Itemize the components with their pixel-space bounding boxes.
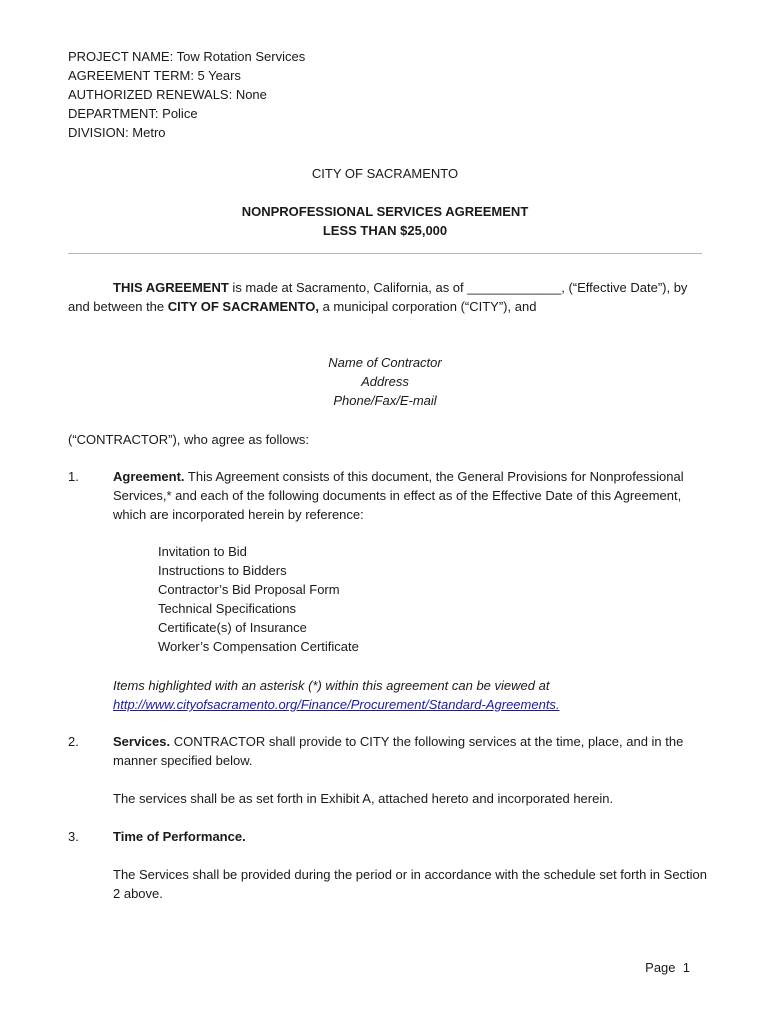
contractor-address: Address	[361, 374, 409, 389]
intro-tail: a municipal corporation (“CITY”), and	[318, 299, 537, 314]
section-3-heading: Time of Performance.	[113, 829, 246, 844]
project-name: PROJECT NAME: Tow Rotation Services	[68, 49, 306, 64]
intro-city: CITY OF SACRAMENTO,	[167, 299, 319, 314]
section-2-number: 2.	[68, 734, 79, 749]
agree-line: (“CONTRACTOR”), who agree as follows:	[68, 432, 310, 447]
intro-text: is made at Sacramento, California, as of _____________, (“Effective Date”), by and between the	[68, 280, 688, 314]
threshold-title: LESS THAN $25,000	[322, 223, 448, 238]
city-title: CITY OF SACRAMENTO	[311, 166, 459, 181]
section-3-text: The Services shall be provided during the period or in accordance with the schedule set forth in Section 2 above.	[113, 867, 708, 901]
division: DIVISION: Metro	[68, 125, 166, 140]
standard-agreements-link[interactable]: http://www.cityofsacramento.org/Finance/Procurement/Standard-Agreements.	[113, 697, 560, 712]
agreement-type-title: NONPROFESSIONAL SERVICES AGREEMENT	[241, 204, 529, 219]
header-block	[68, 47, 305, 142]
contractor-placeholder	[0, 353, 770, 410]
list-item: Technical Specifications	[158, 601, 297, 616]
page-number	[645, 960, 690, 975]
asterisk-note	[113, 676, 708, 714]
contractor-name: Name of Contractor	[328, 355, 442, 370]
list-item: Contractor’s Bid Proposal Form	[158, 582, 340, 597]
section-1-body	[113, 467, 708, 524]
incorporated-documents-list	[158, 542, 359, 656]
section-1-text: This Agreement consists of this document, the General Provisions for Nonprofessional Services,* and each of the following documents in effect as of the Effective Date of this Agreement, which are incorporated herein by reference:	[113, 469, 684, 522]
list-item: Invitation to Bid	[158, 544, 247, 559]
intro-lead: THIS AGREEMENT	[113, 280, 229, 295]
intro-paragraph	[68, 278, 708, 316]
section-1-number: 1.	[68, 469, 79, 484]
section-2-heading: Services.	[113, 734, 171, 749]
page-label: Page	[645, 960, 676, 975]
agreement-term: AGREEMENT TERM: 5 Years	[68, 68, 241, 83]
page-number-value: 1	[682, 960, 690, 975]
list-item: Instructions to Bidders	[158, 563, 287, 578]
list-item: Certificate(s) of Insurance	[158, 620, 307, 635]
asterisk-note-text: Items highlighted with an asterisk (*) within this agreement can be viewed at	[113, 678, 550, 693]
section-1-heading: Agreement.	[113, 469, 185, 484]
department: DEPARTMENT: Police	[68, 106, 198, 121]
section-3-number: 3.	[68, 829, 79, 844]
list-item: Worker’s Compensation Certificate	[158, 639, 359, 654]
section-2-body	[113, 732, 708, 770]
section-2-text: CONTRACTOR shall provide to CITY the following services at the time, place, and in the manner specified below.	[113, 734, 684, 768]
section-2-exhibit: The services shall be as set forth in Exhibit A, attached hereto and incorporated herein.	[113, 791, 614, 806]
title-divider	[68, 253, 702, 254]
contractor-contact: Phone/Fax/E-mail	[333, 393, 437, 408]
section-3-body	[113, 827, 708, 846]
authorized-renewals: AUTHORIZED RENEWALS: None	[68, 87, 267, 102]
